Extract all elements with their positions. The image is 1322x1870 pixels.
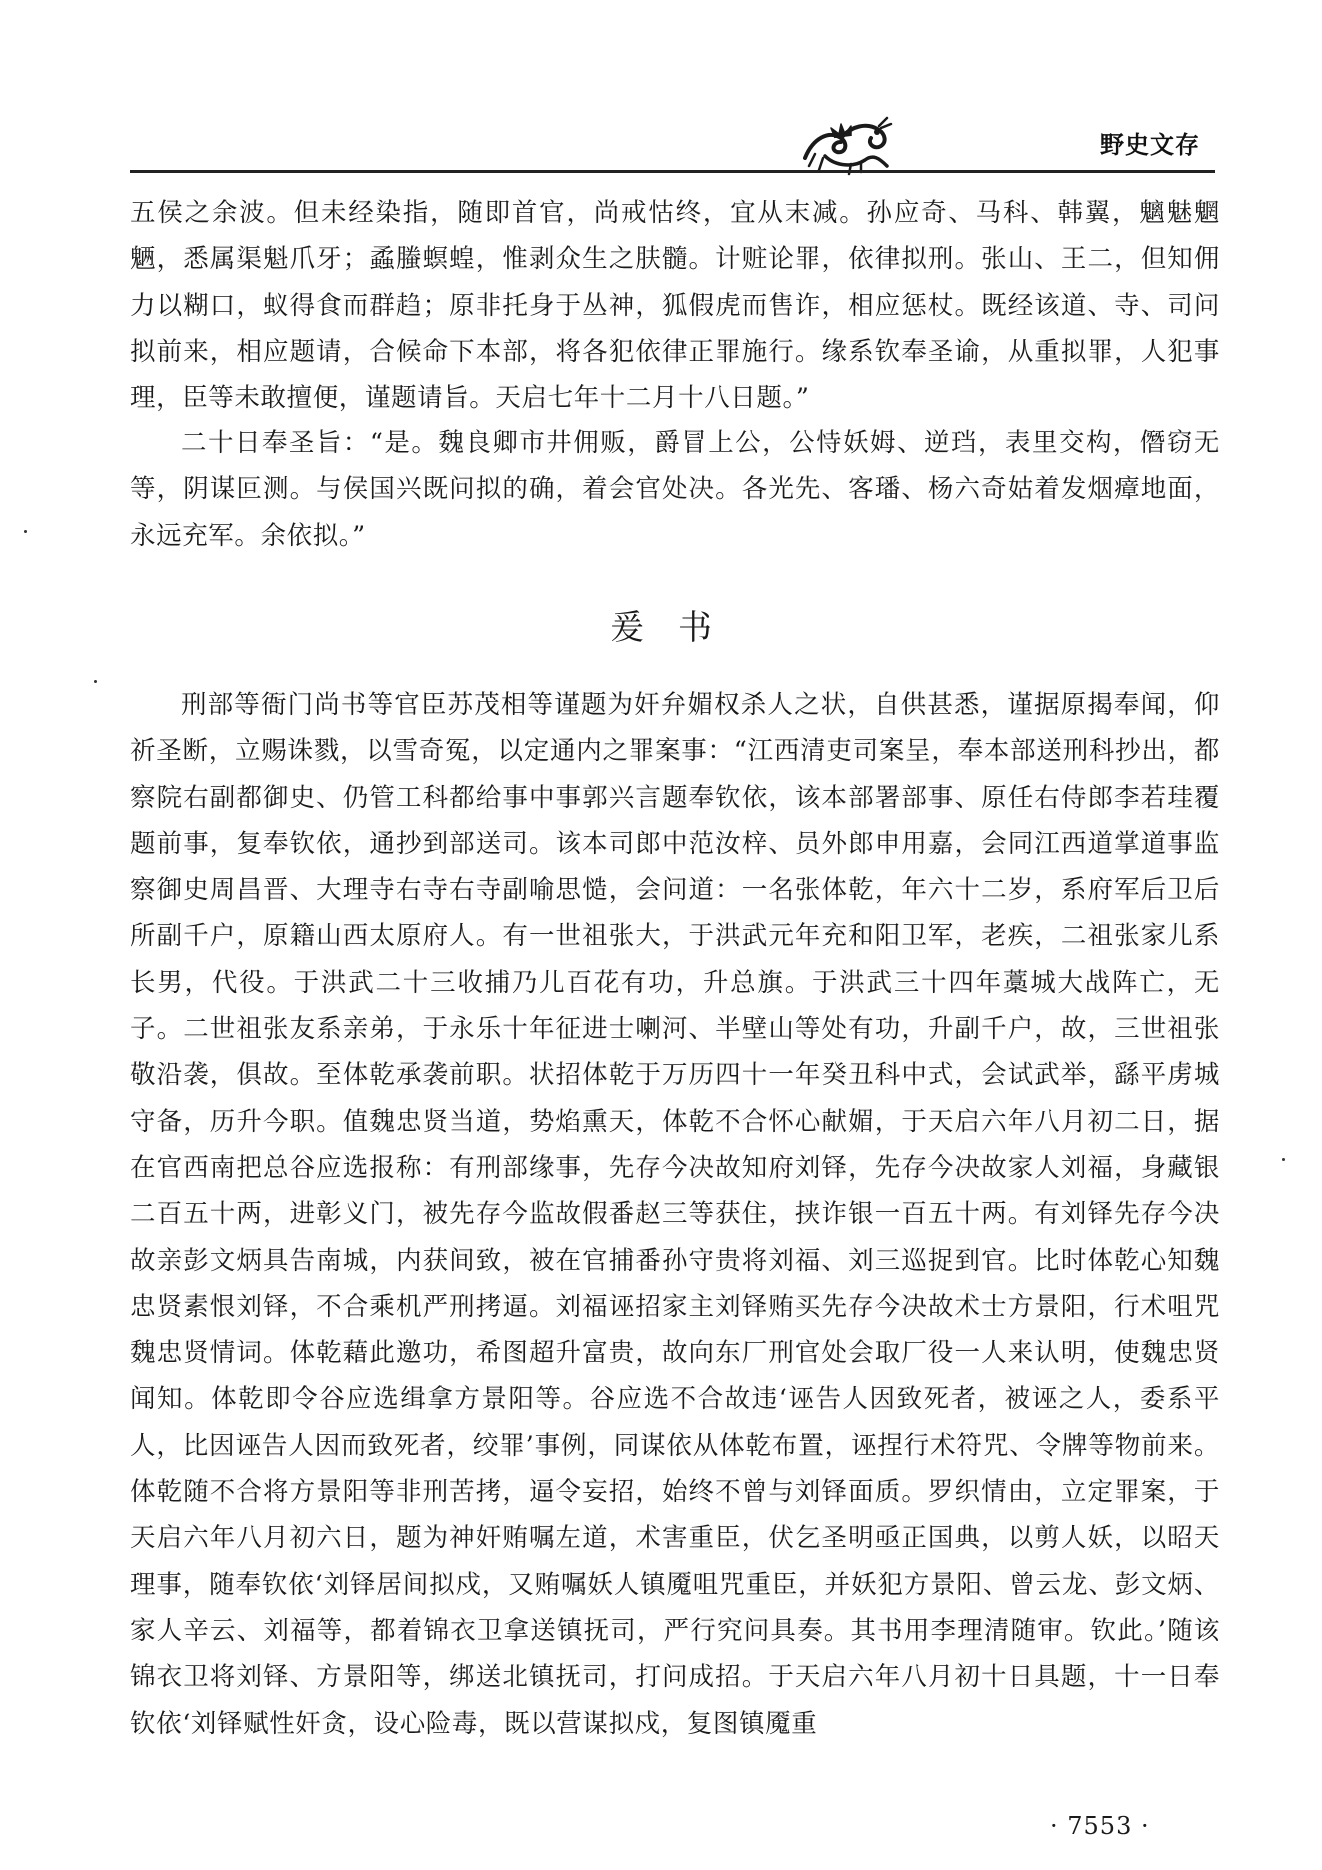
dragon-emblem-icon (795, 108, 895, 178)
paragraph-section-body: 刑部等衙门尚书等官臣苏茂相等谨题为奸弁媚权杀人之状，自供甚悉，谨据原揭奉闻，仰祈圣断，立赐诛戮，以雪奇冤，以定通内之罪案事：“江西清吏司案呈，奉本部送刑科抄出，都察院右副都御史、仍管工科都给事中事郭兴言题奉钦依，该本部署部事、原任右侍郎李若珪覆题前事，复奉钦依，通抄到部送司。该本司郎中范汝梓、员外郎申用嘉，会同江西道掌道事监察御史周昌晋、大理寺右寺右寺副喻思慥，会问道：一名张体乾，年六十二岁，系府军后卫后所副千户，原籍山西太原府人。有一世祖张大，于洪武元年充和阳卫军，老疾，二祖张家儿系长男，代役。于洪武二十三收捕乃儿百花有功，升总旗。于洪武三十四年藁城大战阵亡，无子。二世祖张友系亲弟，于永乐十年征进士喇河、半壁山等处有功，升副千户，故，三世祖张敬沿袭，俱故。至体乾承袭前职。状招体乾于万历四十一年癸丑科中式，会试武举，繇平虏城守备，历升今职。值魏忠贤当道，势焰熏天，体乾不合怀心献媚，于天启六年八月初二日，据在官西南把总谷应选报称：有刑部缘事，先存今决故知府刘铎，先存今决故家人刘福，身藏银二百五十两，进彰义门，被先存今监故假番赵三等获住，挟诈银一百五十两。有刘铎先存今决故亲彭文炳具告南城，内获间致，被在官捕番孙守贵将刘福、刘三巡捉到官。比时体乾心知魏忠贤素恨刘铎，不合乘机严刑拷逼。刘福诬招家主刘铎贿买先存今决故术士方景阳，行术咀咒魏忠贤情词。体乾藉此邀功，希图超升富贵，故向东厂刑官处会取厂役一人来认明，使魏忠贤闻知。体乾即令谷应选缉拿方景阳等。谷应选不合故违‘诬告人因致死者，被诬之人，委系平人，比因诬告人因而致死者，绞罪’事例，同谋依从体乾布置，诬捏行术符咒、令牌等物前来。体乾随不合将方景阳等非刑苦拷，逼令妄招，始终不曾与刘铎面质。罗织情由，立定罪案，于天启六年八月初六日，题为神奸贿嘱左道，术害重臣，伏乞圣明亟正国典，以剪人妖，以昭天理事，随奉钦依‘刘铎居间拟戍，又贿嘱妖人镇魇咀咒重臣，并妖犯方景阳、曾云龙、彭文炳、家人辛云、刘福等，都着锦衣卫拿送镇抚司，严行究问具奏。其书用李理清随审。钦此。’随该锦衣卫将刘铎、方景阳等，绑送北镇抚司，打问成招。于天启六年八月初十日具题，十一日奉钦依‘刘铎赋性奸贪，设心险毒，既以营谋拟戍，复图镇魇重 (130, 690, 1220, 1739)
page-number: · 7553 · (1050, 1812, 1150, 1840)
text-block-continued (130, 190, 1220, 421)
scan-speck (1282, 1158, 1285, 1161)
header-rule (130, 170, 1215, 173)
text-block-imperial-rescript (130, 420, 1220, 559)
scan-speck (94, 680, 97, 683)
running-header-title: 野史文存 (1100, 131, 1200, 159)
paragraph-continued: 五侯之余波。但未经染指，随即首官，尚戒怙终，宜从末减。孙应奇、马科、韩翼，魑魅魍魉，悉属渠魁爪牙；蟊螣螟蝗，惟剥众生之肤髓。计赃论罪，依律拟刑。张山、王二，但知佣力以糊口，蚁得食而群趋；原非托身于丛神，狐假虎而售诈，相应惩杖。既经该道、寺、司问拟前来，相应题请，合候命下本部，将各犯依律正罪施行。缘系钦奉圣谕，从重拟罪，人犯事理，臣等未敢擅便，谨题请旨。天启七年十二月十八日题。” (130, 198, 1220, 414)
scan-speck (24, 530, 27, 533)
text-block-section-body (130, 682, 1220, 1747)
section-title: 爰书 (610, 608, 746, 648)
paragraph-imperial-rescript: 二十日奉圣旨：“是。魏良卿市井佣贩，爵冒上公，公恃妖姆、逆珰，表里交构，僭窃无等，阴谋叵测。与侯国兴既问拟的确，着会官处决。各光先、客璠、杨六奇姑着发烟瘴地面，永远充军。余依拟。” (130, 428, 1220, 551)
